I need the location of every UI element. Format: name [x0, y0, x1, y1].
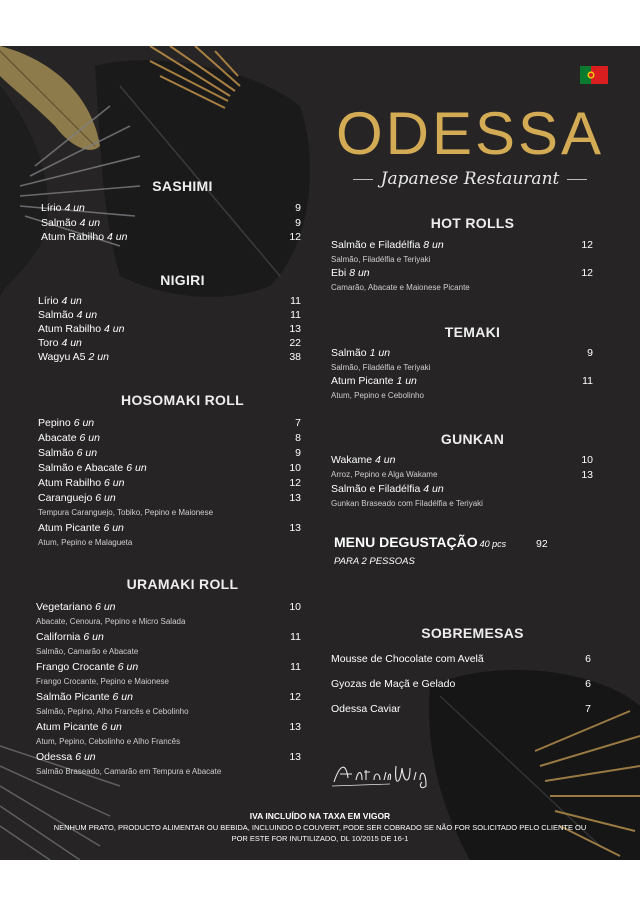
- menu-item: Atum Picante 6 un: [36, 721, 122, 733]
- item-price: 13: [289, 492, 301, 504]
- item-description: Abacate, Cenoura, Pepino e Micro Salada: [36, 617, 186, 626]
- footer-vat-note: IVA INCLUÍDO NA TAXA EM VIGOR: [249, 811, 391, 821]
- item-price: 6: [585, 678, 591, 690]
- menu-item: Caranguejo 6 un: [38, 492, 116, 504]
- menu-item: Lírio 4 un: [38, 295, 82, 307]
- menu-page: [0, 46, 640, 860]
- footer-decree: POR ESTE FOR INUTILIZADO, DL 10/2015 DE 16-1: [231, 834, 409, 843]
- section-title-gunkan: GUNKAN: [440, 431, 505, 447]
- item-description: Frango Crocante, Pepino e Maionese: [36, 677, 169, 686]
- item-price: 22: [289, 337, 301, 349]
- item-price: 13: [289, 751, 301, 763]
- item-price: 10: [289, 462, 301, 474]
- item-price: 6: [585, 653, 591, 665]
- menu-item: Atum Rabilho 6 un: [38, 477, 125, 489]
- restaurant-logo: ODESSA: [335, 100, 605, 167]
- item-price: 12: [581, 239, 593, 251]
- footer-disclaimer: NENHUM PRATO, PRODUCTO ALIMENTAR OU BEBIDA, INCLUINDO O COUVERT, PODE SER COBRADO SE NÃO FOR SOLICITADO PELO CLIENTE OU: [53, 823, 587, 832]
- item-price: 9: [295, 447, 301, 459]
- menu-item: Odessa Caviar: [331, 703, 401, 715]
- item-description: Salmão, Filadélfia e Teriyaki: [331, 363, 431, 372]
- item-price: 9: [587, 347, 593, 359]
- menu-item: Salmão e Filadélfia 4 un: [331, 483, 444, 495]
- item-price: 13: [289, 522, 301, 534]
- item-description: Arroz, Pepino e Alga Wakame: [331, 470, 438, 479]
- menu-item: Salmão e Abacate 6 un: [38, 462, 147, 474]
- section-title-nigiri: NIGIRI: [160, 272, 205, 288]
- section-title-sashimi: SASHIMI: [152, 178, 213, 194]
- tasting-menu-title: MENU DEGUSTAÇÃO 40 pcs: [334, 534, 507, 550]
- item-price: 9: [295, 202, 301, 214]
- section-title-uramaki: URAMAKI ROLL: [126, 576, 239, 592]
- item-description: Gunkan Braseado com Filadélfia e Teriyaki: [331, 499, 483, 508]
- menu-item: Wagyu A5 2 un: [38, 351, 109, 363]
- section-title-hosomaki: HOSOMAKI ROLL: [121, 392, 244, 408]
- item-price: 7: [585, 703, 591, 715]
- menu-item: Atum Rabilho 4 un: [41, 231, 128, 243]
- item-price: 12: [581, 267, 593, 279]
- item-price: 10: [289, 601, 301, 613]
- item-price: 11: [582, 375, 593, 387]
- menu-item: Salmão 4 un: [38, 309, 98, 321]
- tasting-menu-price: 92: [536, 538, 548, 550]
- menu-item: Salmão 6 un: [38, 447, 98, 459]
- subtitle-line-right: [567, 179, 587, 180]
- menu-item: Ebi 8 un: [331, 267, 370, 279]
- menu-item: Vegetariano 6 un: [36, 601, 116, 613]
- item-price: 10: [581, 454, 593, 466]
- item-description: Salmão, Filadélfia e Teriyaki: [331, 255, 431, 264]
- menu-item: Mousse de Chocolate com Avelã: [331, 653, 484, 665]
- menu-item: Salmão Picante 6 un: [36, 691, 133, 703]
- portugal-flag-icon[interactable]: [580, 66, 608, 84]
- menu-item: Salmão e Filadélfia 8 un: [331, 239, 444, 251]
- menu-item: Salmão 1 un: [331, 347, 391, 359]
- section-title-temaki: TEMAKI: [444, 324, 501, 340]
- item-description: Camarão, Abacate e Maionese Picante: [331, 283, 470, 292]
- menu-item: Lírio 4 un: [41, 202, 85, 214]
- item-description: Salmão Braseado, Camarão em Tempura e Abacate: [36, 767, 222, 776]
- item-description: Atum, Pepino, Cebolinho e Alho Francês: [36, 737, 181, 746]
- item-description: Salmão, Pepino, Alho Francês e Cebolinho: [36, 707, 189, 716]
- item-price: 12: [289, 231, 301, 243]
- menu-item: Atum Picante 6 un: [38, 522, 124, 534]
- menu-item: Frango Crocante 6 un: [36, 661, 139, 673]
- restaurant-subtitle: Japanese Restaurant: [380, 169, 560, 189]
- menu-item: Odessa 6 un: [36, 751, 96, 763]
- menu-item: Abacate 6 un: [38, 432, 100, 444]
- menu-item: Pepino 6 un: [38, 417, 95, 429]
- chef-signature: [330, 756, 430, 790]
- item-price: 11: [290, 661, 301, 673]
- menu-item: California 6 un: [36, 631, 104, 643]
- section-title-sobremesas: SOBREMESAS: [421, 625, 524, 641]
- menu-item: Atum Picante 1 un: [331, 375, 417, 387]
- menu-item: Wakame 4 un: [331, 454, 396, 466]
- menu-item: Salmão 4 un: [41, 217, 101, 229]
- item-price: 12: [289, 477, 301, 489]
- menu-item: Gyozas de Maçã e Gelado: [331, 678, 456, 690]
- item-price: 8: [295, 432, 301, 444]
- item-price: 13: [289, 323, 301, 335]
- menu-item: Atum Rabilho 4 un: [38, 323, 125, 335]
- menu-item: Toro 4 un: [38, 337, 82, 349]
- item-price: 11: [290, 309, 301, 321]
- item-price: 12: [289, 691, 301, 703]
- item-price: 11: [290, 295, 301, 307]
- item-description: Atum, Pepino e Cebolinho: [331, 391, 424, 400]
- section-title-hot-rolls: HOT ROLLS: [430, 215, 515, 231]
- item-price: 38: [289, 351, 301, 363]
- item-price: 9: [295, 217, 301, 229]
- item-price: 7: [295, 417, 301, 429]
- item-price: 13: [289, 721, 301, 733]
- item-description: Tempura Caranguejo, Tobiko, Pepino e Maionese: [38, 508, 214, 517]
- item-description: Atum, Pepino e Malagueta: [38, 538, 133, 547]
- item-description: Salmão, Camarão e Abacate: [36, 647, 139, 656]
- item-price: 11: [290, 631, 301, 643]
- item-price: 13: [581, 469, 593, 481]
- tasting-menu-note: PARA 2 PESSOAS: [334, 556, 415, 567]
